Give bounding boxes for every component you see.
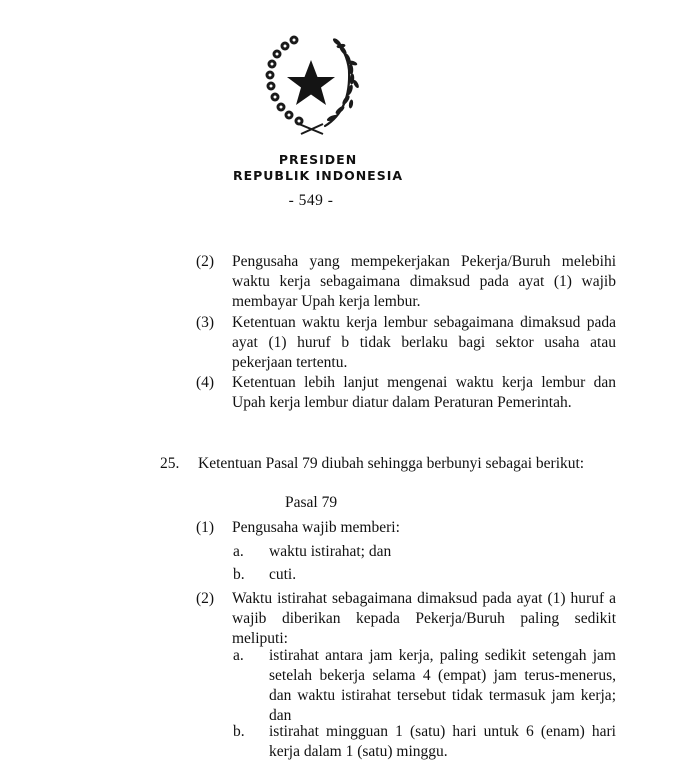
ayat-number: (1): [196, 519, 215, 536]
ayat-number: (2): [196, 590, 215, 607]
item-text: waktu istirahat; dan: [269, 543, 392, 560]
list-item: [233, 722, 616, 762]
ayat-text: Waktu istirahat sebagaimana dimaksud pada ayat (1) huruf a wajib diberikan kepada Pekerja/Buruh paling sedikit meliputi:: [232, 590, 616, 647]
item-text: cuti.: [269, 566, 297, 583]
ayat-number: (4): [196, 374, 215, 391]
item-letter: a.: [233, 647, 244, 664]
list-item: [233, 542, 616, 562]
list-item: [233, 646, 616, 726]
ayat-3: [196, 313, 616, 373]
garuda-star-wreath-emblem-icon: [263, 30, 359, 138]
item-text: istirahat antara jam kerja, paling sedikit setengah jam setelah bekerja selama 4 (empat) jam terus-menerus, dan waktu istirahat tersebut tidak termasuk jam kerja; dan: [269, 647, 616, 724]
ayat-number: (2): [196, 253, 215, 270]
page-number: - 549 -: [288, 192, 334, 209]
item-letter: a.: [233, 543, 244, 560]
ayat-text: Ketentuan lebih lanjut mengenai waktu kerja lembur dan Upah kerja lembur diatur dalam Peraturan Pemerintah.: [232, 374, 616, 411]
item-letter: b.: [233, 723, 245, 740]
pasal-79-ayat-2: [196, 589, 616, 649]
ayat-number: (3): [196, 314, 215, 331]
header-title-presiden: PRESIDEN: [278, 152, 358, 167]
pasal-title: Pasal 79: [285, 494, 338, 511]
point-number: 25.: [160, 455, 180, 472]
point-text: Ketentuan Pasal 79 diubah sehingga berbunyi sebagai berikut:: [198, 455, 585, 472]
item-letter: b.: [233, 566, 245, 583]
ayat-text: Ketentuan waktu kerja lembur sebagaimana dimaksud pada ayat (1) huruf b tidak berlaku bagi sektor usaha atau pekerjaan tertentu.: [232, 314, 616, 371]
header-title-republik: REPUBLIK INDONESIA: [232, 168, 404, 183]
point-25: [160, 454, 616, 474]
list-item: [233, 565, 616, 585]
ayat-text: Pengusaha wajib memberi:: [232, 519, 400, 536]
ayat-4: [196, 373, 616, 413]
item-text: istirahat mingguan 1 (satu) hari untuk 6 (enam) hari kerja dalam 1 (satu) minggu.: [269, 723, 616, 760]
pasal-79-ayat-1: [196, 518, 616, 538]
ayat-text: Pengusaha yang mempekerjakan Pekerja/Buruh melebihi waktu kerja sebagaimana dimaksud pada ayat (1) wajib membayar Upah kerja lembur.: [232, 253, 616, 310]
ayat-2-continued: [196, 252, 616, 312]
